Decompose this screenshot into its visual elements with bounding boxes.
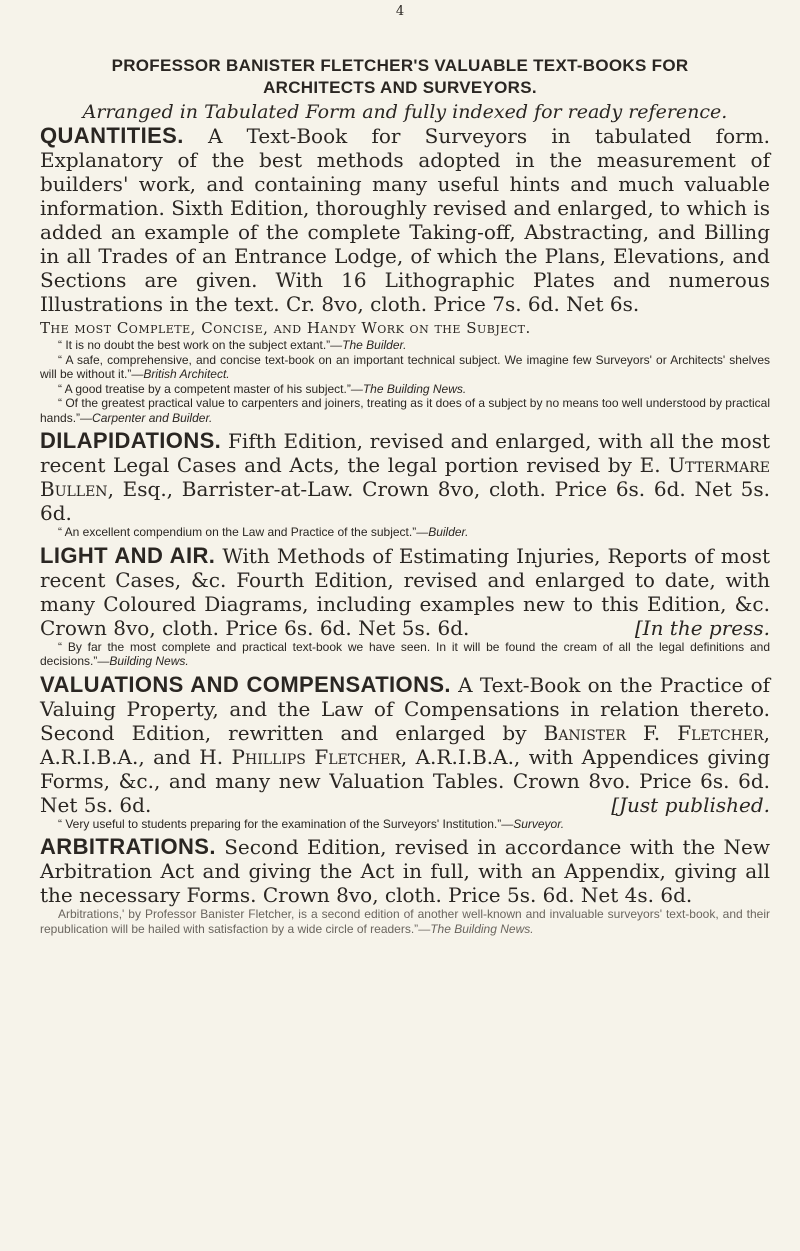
entry-dilapidations (40, 429, 770, 525)
review-quotes (40, 907, 770, 936)
author-name: Uttermare Bullen (40, 453, 770, 501)
entry-title: QUANTITIES. (40, 123, 184, 148)
review-quotes (40, 338, 770, 425)
entry-quantities (40, 124, 770, 316)
review-quote: “ A safe, comprehensive, and concise text-book on an important technical subject. We imagine few Surveyors' or Architects' shelves will be without it.”—British Architect. (40, 352, 770, 381)
entry-tagline: The most Complete, Concise, and Handy Work on the Subject. (40, 319, 531, 337)
page-number: 4 (395, 4, 405, 19)
review-quotes (40, 525, 770, 540)
entry-text: Second Edition, revised in accordance with the New Arbitration Act and giving the Act in full, with an Appendix, giving all the necessary Forms. Crown 8vo, cloth. Price 5s. 6d. Net 4s. 6d. (40, 835, 770, 907)
entry-text: , A.R.I.B.A., with Appendices giving Forms, &c., and many new Valuation Tables. Crown 8vo. Price 6s. 6d. Net 5s. 6d. (40, 744, 770, 817)
entry-title: ARBITRATIONS. (40, 834, 216, 859)
review-quote: “ It is no doubt the best work on the subject extant.”—The Builder. (58, 338, 407, 352)
heading-line-2: ARCHITECTS AND SURVEYORS. (263, 78, 537, 97)
author-name: Banister F. Fletcher (543, 720, 764, 745)
entry-text: , Esq., Barrister-at-Law. Crown 8vo, cloth. Price 6s. 6d. Net 5s. 6d. (40, 477, 770, 525)
entry-text: Fifth Edition, revised and enlarged, with all the most recent Legal Cases and Acts, the legal portion revised by E. (40, 429, 770, 477)
entry-light-and-air (40, 544, 770, 640)
review-quote: Arbitrations,' by Professor Banister Fletcher, is a second edition of another well-known and invaluable surveyors' text-book, and their republication will be hailed with satisfaction by a wide circle of readers.”—The Building News. (40, 907, 770, 936)
publication-status: [Just published. (611, 792, 770, 817)
entry-text: , A.R.I.B.A., and H. (40, 720, 771, 769)
entry-valuations (40, 673, 770, 817)
entry-arbitrations (40, 835, 770, 907)
entry-title: DILAPIDATIONS. (40, 428, 222, 453)
subtitle: Arranged in Tabulated Form and fully indexed for ready reference. (82, 101, 728, 123)
author-name: Phillips Fletcher (231, 744, 401, 769)
review-quote: “ A good treatise by a competent master of his subject.”—The Building News. (58, 381, 467, 396)
review-quote: “ An excellent compendium on the Law and Practice of the subject.”—Builder. (58, 525, 469, 539)
publication-status: [In the press. (634, 615, 770, 640)
entry-text: A Text-Book on the Practice of Valuing Property, and the Law of Compensations in relation thereto. Second Edition, rewritten and enlarged by (40, 672, 771, 745)
heading-line-1: PROFESSOR BANISTER FLETCHER'S VALUABLE TEXT-BOOKS FOR (111, 56, 689, 75)
review-quote: “ By far the most complete and practical text-book we have seen. In it will be found the cream of all the legal definitions and decisions.”—Building News. (40, 639, 770, 668)
review-quote: “ Of the greatest practical value to carpenters and joiners, treating as it does of a subject by no means too well understood by practical hands.”—Carpenter and Builder. (40, 396, 770, 425)
review-quote: “ Very useful to students preparing for the examination of the Surveyors' Institution.”—Surveyor. (58, 816, 565, 831)
entry-text: With Methods of Estimating Injuries, Reports of most recent Cases, &c. Fourth Edition, revised and enlarged to date, with many Coloured Diagrams, including examples new to this Edition, &c. Crown 8vo, cloth. Price 6s. 6d. Net 5s. 6d. (40, 543, 770, 640)
review-quotes (40, 640, 770, 669)
book-list (40, 124, 770, 940)
entry-text: A Text-Book for Surveyors in tabulated form. Explanatory of the best methods adopted in the measurement of builders' work, and containing many useful hints and much valuable information. Sixth Edition, thoroughly revised and enlarged, to which is added an example of the complete Taking-off, Abstracting, and Billing in all Trades of an Entrance Lodge, of which the Plans, Elevations, and Sections are given. With 16 Lithographic Plates and numerous Illustrations in the text. Cr. 8vo, cloth. Price 7s. 6d. Net 6s. (40, 124, 770, 316)
review-quotes (40, 817, 770, 832)
entry-title: LIGHT AND AIR. (40, 542, 216, 568)
page-heading (30, 55, 770, 99)
entry-title: VALUATIONS AND COMPENSATIONS. (40, 671, 451, 697)
